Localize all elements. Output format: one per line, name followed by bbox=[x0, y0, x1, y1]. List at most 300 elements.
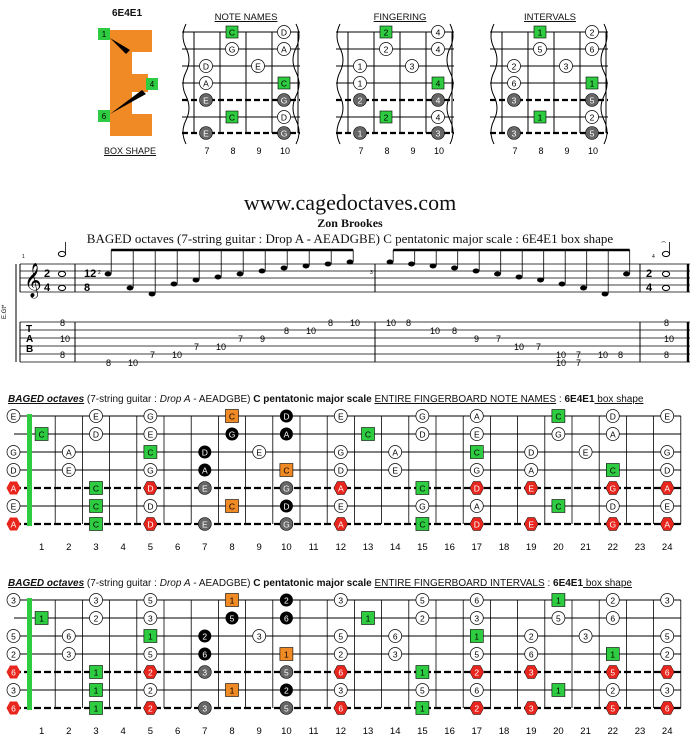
fb-note-label: 1 bbox=[610, 649, 616, 660]
fb-fret-number: 3 bbox=[93, 542, 99, 553]
staff-note bbox=[215, 275, 222, 280]
fb-fret-number: 21 bbox=[580, 726, 591, 737]
fb-note-label: C bbox=[364, 429, 372, 440]
staff-note bbox=[516, 275, 523, 280]
fb-note-label: D bbox=[528, 447, 535, 458]
fb-note-label: G bbox=[147, 411, 154, 422]
mini-note-label: 1 bbox=[537, 27, 543, 38]
fb-note-label: 3 bbox=[583, 631, 588, 642]
mini-note-label: D bbox=[202, 61, 210, 72]
fb-note-label: D bbox=[92, 429, 100, 440]
tab-number: 8 bbox=[60, 350, 66, 360]
tab-number: 10 bbox=[172, 350, 183, 360]
mini-note-label: 2 bbox=[589, 27, 595, 38]
fb-open-label: A bbox=[10, 483, 17, 494]
staff-note bbox=[623, 272, 630, 277]
mini-note-label: 1 bbox=[537, 112, 543, 123]
mini-note-label: 1 bbox=[357, 78, 363, 89]
fb-note-label: A bbox=[65, 447, 72, 458]
tab-number: 10 bbox=[556, 350, 567, 360]
staff-note bbox=[105, 272, 112, 277]
fb-fret-number: 20 bbox=[553, 726, 564, 737]
fb-note-label: 3 bbox=[528, 667, 534, 678]
tab-number: 8 bbox=[406, 318, 412, 328]
panel-title-note-names: NOTE NAMES bbox=[214, 12, 278, 23]
fb-fret-number: 13 bbox=[362, 726, 374, 737]
fb-note-label: D bbox=[283, 501, 290, 512]
fb-note-label: 2 bbox=[420, 613, 425, 624]
staff-note bbox=[408, 262, 415, 267]
tab-letter: A bbox=[26, 334, 34, 345]
staff-note bbox=[325, 262, 332, 267]
fb-note-label: A bbox=[283, 429, 290, 440]
staff-note bbox=[430, 264, 437, 269]
fb-nut bbox=[27, 414, 32, 526]
fb-note-label: G bbox=[609, 519, 617, 530]
fb-note-label: 1 bbox=[229, 595, 235, 606]
fb-note-label: D bbox=[664, 465, 671, 476]
fb-fret-number: 17 bbox=[471, 726, 483, 737]
fermata: ⌢ bbox=[661, 237, 667, 246]
mini-fret-number: 7 bbox=[358, 146, 364, 156]
fb-note-label: 3 bbox=[474, 613, 480, 624]
fb-fret-number: 23 bbox=[634, 726, 646, 737]
tab-number: 10 bbox=[128, 358, 139, 368]
mini-note-label: C bbox=[228, 112, 236, 123]
fb-note-label: E bbox=[473, 429, 480, 440]
fb-note-label: 2 bbox=[528, 631, 534, 642]
fb-open-label: E bbox=[10, 501, 17, 512]
fb-fret-number: 17 bbox=[471, 542, 483, 553]
fb-note-label: 3 bbox=[66, 649, 72, 660]
tab-number: 10 bbox=[216, 342, 227, 352]
time-sig-bottom: 4 bbox=[44, 282, 51, 294]
measure-number: 2 bbox=[98, 270, 101, 276]
fb-note-label: E bbox=[528, 519, 535, 530]
fingerboard-note-names bbox=[0, 408, 700, 558]
mini-note-label: 2 bbox=[383, 112, 389, 123]
tuning-label: E.Gt* bbox=[2, 304, 8, 319]
fb-fret-number: 20 bbox=[553, 542, 564, 553]
fb-open-label: A bbox=[10, 519, 17, 530]
fb-note-label: 5 bbox=[664, 631, 670, 642]
fb-note-label: 1 bbox=[284, 649, 289, 660]
fb-note-label: A bbox=[664, 483, 671, 494]
tab-number: 8 bbox=[328, 318, 334, 328]
fb-note-label: C bbox=[92, 501, 100, 512]
fb-fret-number: 8 bbox=[229, 726, 235, 737]
staff-note bbox=[171, 282, 178, 287]
fb-note-label: 2 bbox=[474, 667, 480, 678]
mini-fret-number: 10 bbox=[279, 146, 291, 156]
mini-note-label: 4 bbox=[435, 44, 441, 55]
panel-title-intervals: INTERVALS bbox=[524, 12, 576, 23]
fb-note-label: E bbox=[201, 483, 208, 494]
fb-note-label: A bbox=[473, 411, 480, 422]
fb-note-label: 1 bbox=[420, 667, 425, 678]
subtitle: BAGED octaves (7-string guitar : Drop A - AEADGBE) C pentatonic major scale : 6E4E1 box shape bbox=[86, 231, 614, 246]
fb-fret-number: 8 bbox=[229, 542, 235, 553]
mini-fret-number: 8 bbox=[230, 146, 236, 156]
fb-fret-number: 22 bbox=[607, 542, 619, 553]
fb-note-label: 5 bbox=[610, 667, 616, 678]
mini-note-label: E bbox=[203, 128, 209, 139]
chord-note bbox=[58, 251, 65, 256]
fb-note-label: 1 bbox=[229, 685, 235, 696]
fb-note-label: 6 bbox=[284, 613, 289, 624]
fb-note-label: 6 bbox=[66, 631, 72, 642]
fb-note-label: D bbox=[147, 483, 154, 494]
fb-open-label: 3 bbox=[11, 685, 16, 696]
fb-fret-number: 12 bbox=[335, 726, 347, 737]
fingerboard-intervals bbox=[0, 592, 700, 746]
tab-number: 10 bbox=[664, 334, 675, 344]
fb-fret-number: 24 bbox=[661, 726, 673, 737]
author: Zon Brookes bbox=[317, 216, 383, 230]
fb-note-label: 1 bbox=[365, 613, 371, 624]
fb-note-label: E bbox=[337, 501, 344, 512]
diagram2-title: BAGED octaves (7-string guitar : Drop A - AEADGBE) C pentatonic major scale ENTIRE FINGERBOARD INTERVALS : 6E4E1 box shape bbox=[8, 578, 632, 589]
mini-note-label: C bbox=[280, 78, 288, 89]
fb-fret-number: 10 bbox=[281, 726, 292, 737]
fb-open-label: E bbox=[10, 411, 17, 422]
fb-note-label: 5 bbox=[148, 595, 153, 606]
mini-fret-number: 9 bbox=[410, 146, 416, 156]
staff-note bbox=[347, 260, 354, 265]
fb-note-label: A bbox=[201, 465, 208, 476]
fb-nut bbox=[27, 598, 32, 710]
tab-number: 10 bbox=[60, 334, 71, 344]
mini-fret-number: 7 bbox=[512, 146, 518, 156]
fb-note-label: 2 bbox=[338, 649, 344, 660]
fb-fret-number: 7 bbox=[202, 726, 208, 737]
fb-note-label: E bbox=[392, 465, 399, 476]
site-title: www.cagedoctaves.com bbox=[243, 190, 457, 215]
fb-note-label: C bbox=[555, 501, 562, 512]
fb-note-label: D bbox=[201, 447, 208, 458]
shape-label-6: 6 bbox=[101, 112, 107, 121]
fb-note-label: 5 bbox=[148, 649, 153, 660]
fb-note-label: C bbox=[473, 447, 480, 458]
fb-open-label: G bbox=[10, 447, 17, 458]
mini-edge-left bbox=[491, 24, 497, 144]
mini-note-label: 3 bbox=[511, 128, 517, 139]
fb-note-label: E bbox=[528, 483, 535, 494]
staff-note bbox=[193, 278, 200, 283]
tab-number: 8 bbox=[284, 326, 290, 336]
fb-open-label: 2 bbox=[11, 649, 16, 660]
mini-fret-number: 10 bbox=[433, 146, 445, 156]
fb-note-label: 5 bbox=[556, 613, 561, 624]
chord-note bbox=[662, 271, 669, 276]
fb-fret-number: 2 bbox=[66, 542, 72, 553]
time-sig-top: 12 bbox=[84, 268, 97, 280]
fb-note-label: 3 bbox=[664, 595, 670, 606]
fb-note-label: C bbox=[419, 519, 426, 530]
fb-fret-number: 15 bbox=[417, 726, 428, 737]
tab-number: 8 bbox=[106, 358, 112, 368]
mini-edge-left bbox=[337, 24, 343, 144]
fb-note-label: 1 bbox=[556, 685, 561, 696]
shape-label-4: 4 bbox=[149, 80, 155, 89]
fb-note-label: C bbox=[419, 483, 426, 494]
fb-note-label: 3 bbox=[93, 595, 99, 606]
tab-number: 8 bbox=[664, 350, 670, 360]
fb-note-label: 2 bbox=[148, 667, 153, 678]
fb-note-label: 2 bbox=[610, 595, 616, 606]
time-sig-bottom: 8 bbox=[84, 282, 91, 294]
fb-note-label: D bbox=[337, 465, 344, 476]
fb-note-label: 6 bbox=[338, 667, 344, 678]
mini-note-label: 3 bbox=[563, 61, 569, 72]
fb-note-label: 5 bbox=[229, 613, 235, 624]
fb-note-label: C bbox=[555, 411, 562, 422]
fb-note-label: D bbox=[609, 411, 616, 422]
mini-note-label: G bbox=[228, 44, 236, 55]
mini-note-label: 4 bbox=[435, 112, 441, 123]
mini-note-label: C bbox=[228, 27, 236, 38]
fb-fret-number: 11 bbox=[308, 726, 319, 737]
fb-fret-number: 3 bbox=[93, 726, 99, 737]
mini-note-label: 3 bbox=[435, 128, 441, 139]
fb-open-label: 6 bbox=[11, 703, 16, 714]
tab-number: 8 bbox=[60, 318, 66, 328]
treble-clef: 𝄞 bbox=[24, 264, 42, 297]
panel-title-fingering: FINGERING bbox=[373, 12, 427, 23]
mini-note-label: 6 bbox=[589, 44, 595, 55]
fb-fret-number: 13 bbox=[362, 542, 374, 553]
fb-note-label: 2 bbox=[284, 595, 289, 606]
fb-note-label: 6 bbox=[392, 631, 398, 642]
mini-note-label: 2 bbox=[383, 44, 389, 55]
tab-number: 7 bbox=[150, 350, 156, 360]
fb-note-label: G bbox=[663, 447, 671, 458]
mini-fret-number: 7 bbox=[204, 146, 210, 156]
mini-note-label: 4 bbox=[435, 27, 441, 38]
tab-number: 10 bbox=[430, 326, 441, 336]
mini-note-label: 3 bbox=[511, 95, 517, 106]
mini-note-label: 2 bbox=[357, 95, 363, 106]
staff-note bbox=[149, 292, 156, 297]
fb-note-label: 6 bbox=[610, 613, 616, 624]
fb-fret-number: 23 bbox=[634, 542, 646, 553]
fb-note-label: G bbox=[337, 447, 345, 458]
fb-note-label: D bbox=[283, 411, 290, 422]
mini-note-label: 1 bbox=[589, 78, 595, 89]
fb-note-label: D bbox=[419, 429, 426, 440]
fb-note-label: 6 bbox=[474, 595, 480, 606]
fb-note-label: E bbox=[256, 447, 263, 458]
fb-fret-number: 9 bbox=[256, 726, 262, 737]
fb-note-label: D bbox=[473, 519, 480, 530]
fb-fret-number: 18 bbox=[498, 542, 510, 553]
tab-number: 9 bbox=[474, 334, 480, 344]
tab-number: 9 bbox=[260, 334, 266, 344]
fb-note-label: 2 bbox=[148, 703, 153, 714]
fb-note-label: 6 bbox=[474, 685, 480, 696]
mini-fret-number: 8 bbox=[384, 146, 390, 156]
tab-number: 10 bbox=[306, 326, 317, 336]
fb-note-label: C bbox=[92, 519, 100, 530]
fb-fret-number: 10 bbox=[281, 542, 292, 553]
fb-note-label: C bbox=[92, 483, 100, 494]
fb-note-label: D bbox=[147, 501, 154, 512]
mini-note-label: 2 bbox=[589, 112, 595, 123]
tab-number: 8 bbox=[664, 318, 670, 328]
fb-fret-number: 12 bbox=[335, 542, 347, 553]
fb-note-label: A bbox=[664, 519, 671, 530]
tab-number: 7 bbox=[576, 350, 582, 360]
fb-fret-number: 18 bbox=[498, 726, 510, 737]
fb-note-label: D bbox=[147, 519, 154, 530]
fb-note-label: E bbox=[93, 411, 99, 422]
mini-note-label: 5 bbox=[589, 128, 595, 139]
chord-note bbox=[662, 251, 669, 256]
fb-note-label: 5 bbox=[610, 703, 616, 714]
fb-note-label: E bbox=[147, 429, 154, 440]
tab-number: 10 bbox=[514, 342, 525, 352]
fb-note-label: 6 bbox=[528, 649, 534, 660]
fb-note-label: 1 bbox=[93, 703, 99, 714]
fb-note-label: G bbox=[147, 465, 154, 476]
fb-fret-number: 6 bbox=[174, 542, 181, 553]
shape-label-1: 1 bbox=[101, 30, 107, 39]
chord-note bbox=[58, 271, 65, 276]
staff-note bbox=[451, 266, 458, 271]
mini-edge-left bbox=[183, 24, 189, 144]
fb-note-label: 2 bbox=[284, 685, 289, 696]
fb-note-label: D bbox=[473, 483, 480, 494]
tab-number: 8 bbox=[452, 326, 458, 336]
mini-note-label: A bbox=[203, 78, 209, 89]
fb-fret-number: 9 bbox=[256, 542, 262, 553]
fb-fret-number: 1 bbox=[38, 726, 45, 737]
fb-note-label: E bbox=[65, 465, 72, 476]
fb-fret-number: 1 bbox=[38, 542, 45, 553]
fb-note-label: A bbox=[337, 519, 344, 530]
mini-note-label: E bbox=[255, 61, 261, 72]
fb-note-label: C bbox=[609, 465, 616, 476]
fb-fret-number: 2 bbox=[66, 726, 72, 737]
mini-fret-number: 9 bbox=[256, 146, 262, 156]
tab-number: 10 bbox=[350, 318, 361, 328]
fb-note-label: 5 bbox=[474, 649, 480, 660]
measure-number: 4 bbox=[652, 254, 655, 260]
staff-note bbox=[387, 260, 394, 265]
mini-note-label: 1 bbox=[357, 128, 363, 139]
box-code: 6E4E1 bbox=[112, 8, 143, 19]
fb-fret-number: 4 bbox=[120, 726, 126, 737]
fb-note-label: C bbox=[283, 465, 290, 476]
fb-note-label: 2 bbox=[93, 613, 99, 624]
staff-note bbox=[559, 282, 566, 287]
fb-note-label: 5 bbox=[420, 595, 425, 606]
staff-note bbox=[494, 272, 501, 277]
staff-note bbox=[580, 286, 587, 291]
mini-note-label: A bbox=[281, 44, 287, 55]
fb-note-label: 2 bbox=[474, 703, 480, 714]
fb-note-label: 1 bbox=[420, 703, 425, 714]
tab-number: 10 bbox=[556, 358, 567, 368]
diagram1-title: BAGED octaves (7-string guitar : Drop A - AEADGBE) C pentatonic major scale ENTIRE FINGERBOARD NOTE NAMES : 6E4E1 box shape bbox=[8, 394, 644, 405]
fb-note-label: 5 bbox=[284, 667, 289, 678]
tab-number: 7 bbox=[576, 358, 582, 368]
fb-note-label: 3 bbox=[392, 649, 398, 660]
mini-note-label: 5 bbox=[537, 44, 543, 55]
fb-note-label: 1 bbox=[39, 613, 44, 624]
tab-number: 10 bbox=[598, 350, 609, 360]
fb-note-label: 3 bbox=[528, 703, 534, 714]
fb-fret-number: 14 bbox=[389, 542, 401, 553]
mini-note-label: 5 bbox=[589, 95, 595, 106]
staff-note bbox=[259, 269, 266, 274]
fb-fret-number: 21 bbox=[580, 542, 591, 553]
staff-note bbox=[537, 278, 544, 283]
fb-note-label: 5 bbox=[284, 703, 289, 714]
mini-note-label: G bbox=[280, 95, 288, 106]
fb-fret-number: 16 bbox=[444, 726, 455, 737]
tab-letter: T bbox=[26, 324, 33, 335]
fb-open-label: 3 bbox=[11, 595, 16, 606]
fb-note-label: 2 bbox=[148, 685, 153, 696]
time-sig-bottom: 4 bbox=[646, 282, 653, 294]
tab-number: 7 bbox=[496, 334, 502, 344]
mini-diagrams bbox=[0, 0, 700, 190]
fb-note-label: C bbox=[38, 429, 45, 440]
fb-note-label: C bbox=[228, 501, 236, 512]
fb-note-label: A bbox=[337, 483, 344, 494]
fb-note-label: 3 bbox=[338, 595, 344, 606]
tab-letter: B bbox=[26, 344, 34, 355]
fb-fret-number: 19 bbox=[525, 726, 537, 737]
fb-note-label: 2 bbox=[202, 631, 208, 642]
box-shape-label: BOX SHAPE bbox=[104, 146, 157, 156]
fb-note-label: 1 bbox=[474, 631, 480, 642]
fb-open-label: 5 bbox=[11, 631, 16, 642]
staff-note bbox=[602, 292, 609, 297]
fb-fret-number: 19 bbox=[525, 542, 537, 553]
fb-note-label: G bbox=[419, 501, 426, 512]
fb-fret-number: 11 bbox=[308, 542, 319, 553]
fb-note-label: E bbox=[664, 501, 671, 512]
mini-note-label: D bbox=[280, 27, 288, 38]
fb-fret-number: 4 bbox=[120, 542, 126, 553]
mini-note-label: G bbox=[280, 128, 288, 139]
fb-note-label: A bbox=[392, 447, 399, 458]
fb-fret-number: 15 bbox=[417, 542, 428, 553]
fb-note-label: A bbox=[528, 465, 535, 476]
fb-note-label: G bbox=[283, 483, 290, 494]
mini-fret-number: 8 bbox=[538, 146, 544, 156]
fb-note-label: 3 bbox=[338, 685, 344, 696]
fb-fret-number: 22 bbox=[607, 726, 619, 737]
mini-note-label: 3 bbox=[409, 61, 415, 72]
chord-note bbox=[662, 285, 669, 290]
fb-note-label: C bbox=[147, 447, 154, 458]
mini-fret-number: 9 bbox=[564, 146, 570, 156]
fb-fret-number: 5 bbox=[147, 542, 154, 553]
fb-note-label: 5 bbox=[338, 631, 344, 642]
fb-note-label: 6 bbox=[338, 703, 344, 714]
tab-number: 10 bbox=[386, 318, 397, 328]
fb-fret-number: 24 bbox=[661, 542, 673, 553]
mini-note-label: 1 bbox=[357, 61, 363, 72]
mini-note-label: E bbox=[203, 95, 209, 106]
fb-note-label: G bbox=[283, 519, 290, 530]
fb-note-label: 6 bbox=[664, 703, 670, 714]
fb-note-label: G bbox=[555, 429, 562, 440]
mini-note-label: 4 bbox=[435, 78, 441, 89]
